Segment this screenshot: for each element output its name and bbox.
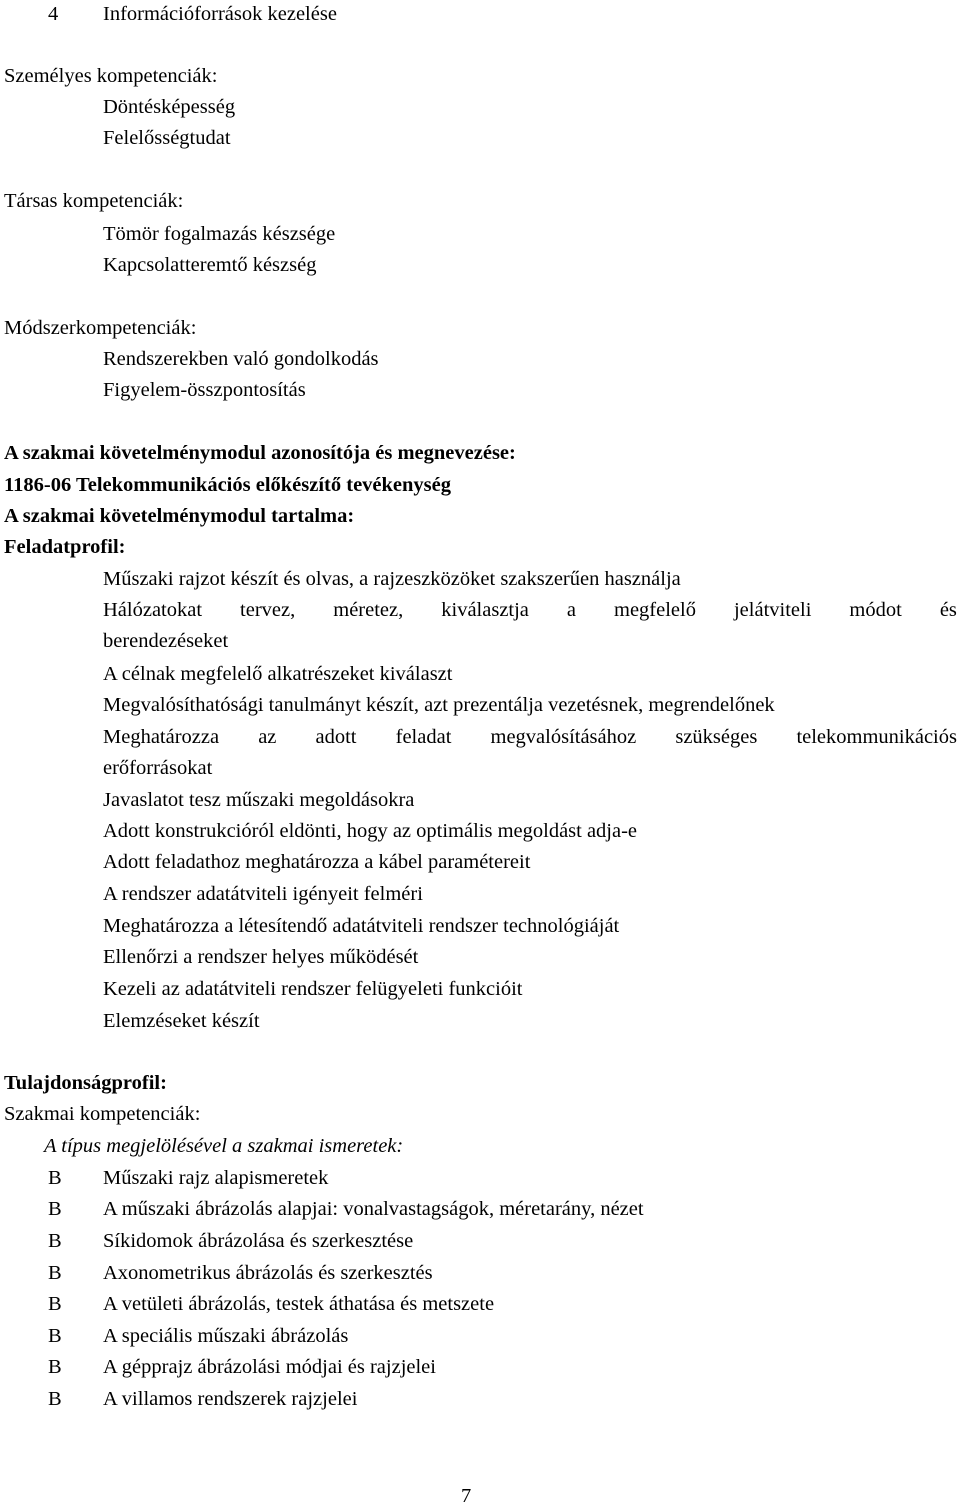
method-competency-item: Rendszerekben való gondolkodás <box>103 348 379 370</box>
knowledge-item: A villamos rendszerek rajzjelei <box>103 1388 358 1410</box>
knowledge-item: Axonometrikus ábrázolás és szerkesztés <box>103 1262 433 1284</box>
knowledge-type: B <box>48 1388 62 1410</box>
social-competency-item: Kapcsolatteremtő készség <box>103 254 317 276</box>
word: megfelelő <box>614 599 696 621</box>
word: a <box>566 599 577 621</box>
task-item: Javaslatot tesz műszaki megoldásokra <box>103 789 415 811</box>
word: tervez, <box>240 599 296 621</box>
word: módot <box>849 599 902 621</box>
knowledge-type: B <box>48 1167 62 1189</box>
chapter-title: Információforrások kezelése <box>103 3 337 25</box>
knowledge-type: B <box>48 1356 62 1378</box>
knowledge-type: B <box>48 1230 62 1252</box>
task-item-continuation: erőforrásokat <box>103 757 213 779</box>
module-id-heading: A szakmai követelménymodul azonosítója és megnevezése: <box>4 442 516 464</box>
task-item: Kezeli az adatátviteli rendszer felügyeleti funkcióit <box>103 978 523 1000</box>
task-item-justified <box>103 727 957 748</box>
knowledge-type: B <box>48 1198 62 1220</box>
word: és <box>939 599 957 621</box>
task-item: A célnak megfelelő alkatrészeket kiválaszt <box>103 663 453 685</box>
social-competency-item: Tömör fogalmazás készsége <box>103 223 336 245</box>
knowledge-type: B <box>48 1293 62 1315</box>
knowledge-item: A műszaki ábrázolás alapjai: vonalvastagságok, méretarány, nézet <box>103 1198 644 1220</box>
task-item: Adott feladathoz meghatározza a kábel paramétereit <box>103 851 531 873</box>
chapter-number: 4 <box>48 3 59 25</box>
word: Hálózatokat <box>103 599 203 621</box>
knowledge-item: Síkidomok ábrázolása és szerkesztése <box>103 1230 414 1252</box>
module-content-heading: A szakmai követelménymodul tartalma: <box>4 505 355 527</box>
word: az <box>258 726 277 748</box>
knowledge-item: A gépprajz ábrázolási módjai és rajzjelei <box>103 1356 436 1378</box>
task-item: Meghatározza a létesítendő adatátviteli rendszer technológiáját <box>103 915 620 937</box>
knowledge-type: B <box>48 1325 62 1347</box>
social-competencies-heading: Társas kompetenciák: <box>4 190 184 212</box>
word: telekommunikációs <box>796 726 957 748</box>
method-competency-item: Figyelem-összpontosítás <box>103 379 306 401</box>
module-id-value: 1186-06 Telekommunikációs előkészítő tevékenység <box>4 474 452 496</box>
task-item: Megvalósíthatósági tanulmányt készít, azt prezentálja vezetésnek, megrendelőnek <box>103 694 775 716</box>
knowledge-type: B <box>48 1262 62 1284</box>
word: szükséges <box>675 726 758 748</box>
task-item: Adott konstrukcióról eldönti, hogy az optimális megoldást adja-e <box>103 820 638 842</box>
task-profile-heading: Feladatprofil: <box>4 536 126 558</box>
personal-competency-item: Döntésképesség <box>103 96 236 118</box>
word: jelátviteli <box>733 599 812 621</box>
task-item: Ellenőrzi a rendszer helyes működését <box>103 946 419 968</box>
knowledge-item: Műszaki rajz alapismeretek <box>103 1167 329 1189</box>
task-item: Elemzéseket készít <box>103 1010 260 1032</box>
word: megvalósításához <box>490 726 637 748</box>
personal-competency-item: Felelősségtudat <box>103 127 231 149</box>
method-competencies-heading: Módszerkompetenciák: <box>4 317 197 339</box>
task-item-justified <box>103 600 957 621</box>
personal-competencies-heading: Személyes kompetenciák: <box>4 65 218 87</box>
task-item-continuation: berendezéseket <box>103 630 229 652</box>
knowledge-item: A vetületi ábrázolás, testek áthatása és metszete <box>103 1293 495 1315</box>
word: Meghatározza <box>103 726 220 748</box>
professional-competencies-heading: Szakmai kompetenciák: <box>4 1103 201 1125</box>
word: adott <box>315 726 357 748</box>
task-item: Műszaki rajzot készít és olvas, a rajzeszközöket szakszerűen használja <box>103 568 681 590</box>
knowledge-type-heading: A típus megjelölésével a szakmai ismeretek: <box>44 1135 404 1157</box>
word: feladat <box>395 726 452 748</box>
knowledge-item: A speciális műszaki ábrázolás <box>103 1325 349 1347</box>
word: kiválasztja <box>441 599 529 621</box>
word: méretez, <box>333 599 404 621</box>
task-item: A rendszer adatátviteli igényeit felméri <box>103 883 423 905</box>
property-profile-heading: Tulajdonságprofil: <box>4 1072 167 1094</box>
page-number: 7 <box>461 1485 472 1507</box>
